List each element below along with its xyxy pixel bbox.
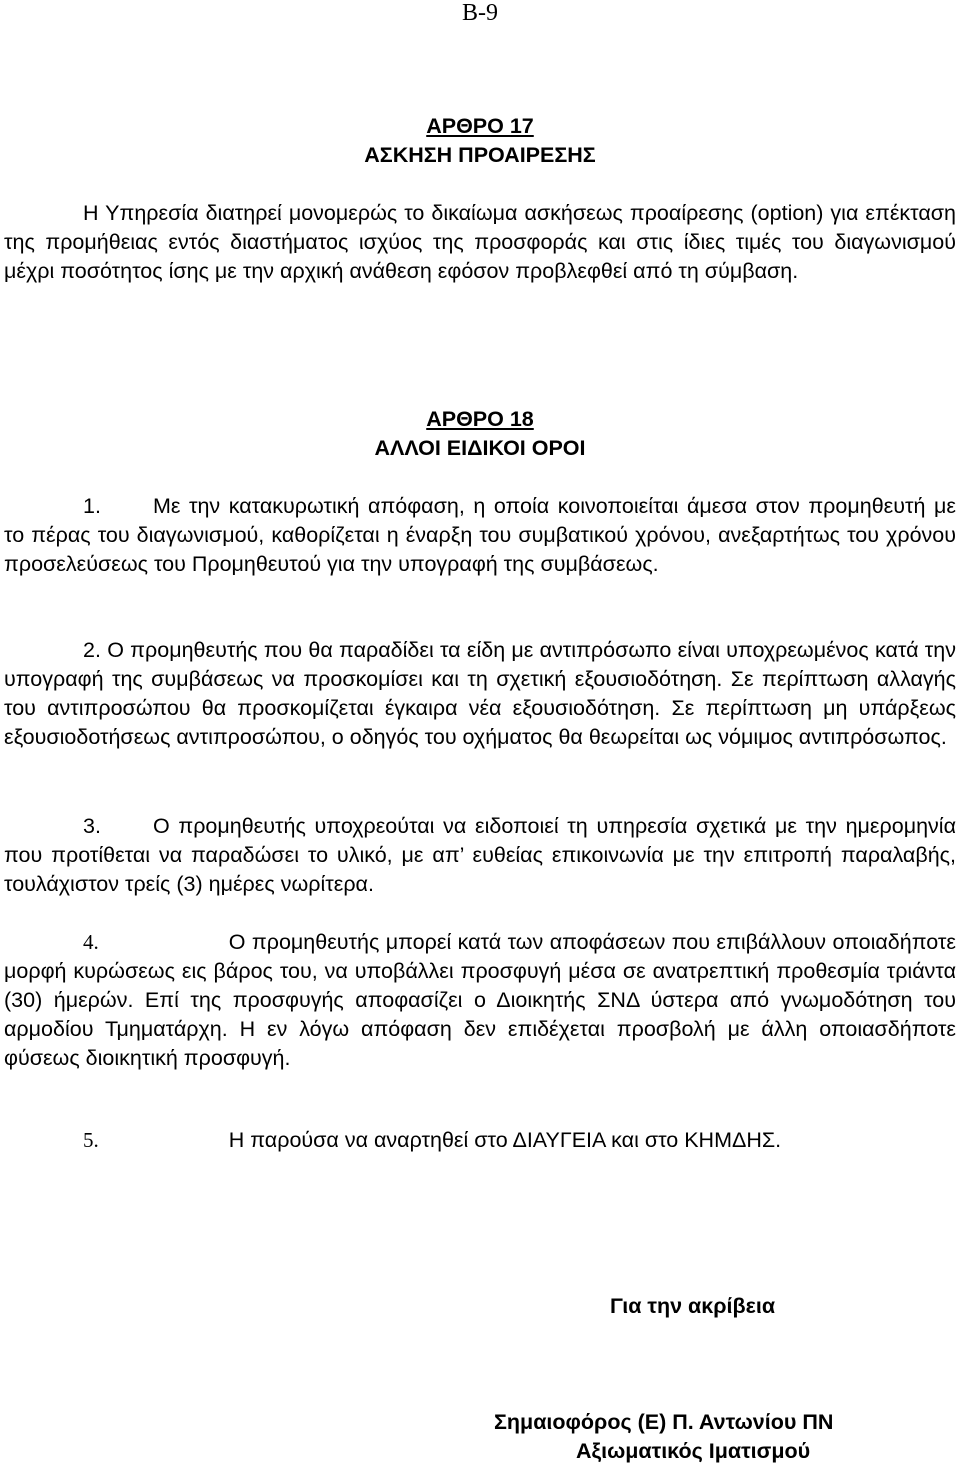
article-18-title: ΑΡΘΡΟ 18 xyxy=(426,407,534,431)
item-text: Ο προμηθευτής που θα παραδίδει τα είδη με αντιπρόσωπο είναι υποχρεωμένος κατά την υπογραφή της συμβάσεως να προσκομίσει και τη σχετική εξουσιοδότηση. Σε περίπτωση αλλαγής του αντιπροσώπου θα προσκομίζεται έγκαιρα νέα εξουσιοδότηση. Σε περίπτωση μη υπάρξεως εξουσιοδοτήσεως αντιπροσώπου, ο οδηγός του οχήματος θα θεωρείται ως νόμιμος αντιπρόσωπος. xyxy=(4,638,956,749)
article-18-item-2 xyxy=(4,636,956,752)
item-number: 4. xyxy=(83,930,99,954)
item-number: 3. xyxy=(83,814,101,838)
article-18-item-5 xyxy=(4,1126,956,1155)
article-17-heading xyxy=(0,112,960,170)
article-17-body: Η Υπηρεσία διατηρεί μονομερώς το δικαίωμα ασκήσεως προαίρεσης (option) για επέκταση της προμήθειας εντός διαστήματος ισχύος της προσφοράς και στις ίδιες τιμές του διαγωνισμού μέχρι ποσότητος ίσης με την αρχική ανάθεση εφόσον προβλεφθεί από τη σύμβαση. xyxy=(4,201,956,283)
item-text: Με την κατακυρωτική απόφαση, η οποία κοινοποιείται άμεσα στον προμηθευτή με το πέρας του διαγωνισμού, καθορίζεται η έναρξη του συμβατικού χρόνου, ανεξαρτήτως του χρόνου προσελεύσεως του Προμηθευτού για την υπογραφή της συμβάσεως. xyxy=(4,494,956,576)
item-number: 5. xyxy=(83,1128,99,1152)
item-text: Ο προμηθευτής υποχρεούται να ειδοποιεί τη υπηρεσία σχετικά με την ημερομηνία που προτίθεται να παραδώσει το υλικό, με απ’ ευθείας επικοινωνία με την επιτροπή παραλαβής, τουλάχιστον τρείς (3) ημέρες νωρίτερα. xyxy=(4,814,956,896)
article-18-subtitle: ΑΛΛΟΙ ΕΙΔΙΚΟΙ ΟΡΟΙ xyxy=(374,436,586,460)
article-18-item-1 xyxy=(4,492,956,579)
signatory-role: Αξιωματικός Ιματισμού xyxy=(576,1439,811,1463)
certification-label: Για την ακρίβεια xyxy=(610,1294,776,1318)
article-18-heading xyxy=(0,405,960,463)
article-17-subtitle: ΑΣΚΗΣΗ ΠΡΟΑΙΡΕΣΗΣ xyxy=(364,143,596,167)
signatory-name: Σημαιοφόρος (Ε) Π. Αντωνίου ΠΝ xyxy=(494,1410,834,1434)
article-18-item-4 xyxy=(4,928,956,1073)
article-18-item-3 xyxy=(4,812,956,899)
page-number: Β-9 xyxy=(462,0,498,26)
article-17-title: ΑΡΘΡΟ 17 xyxy=(426,114,534,138)
item-text: Ο προμηθευτής μπορεί κατά των αποφάσεων που επιβάλλουν οποιαδήποτε μορφή κυρώσεως εις βάρος του, να υποβάλλει προσφυγή μέσα σε ανατρεπτική προθεσμία τριάντα (30) ήμερών. Επί της προσφυγής αποφασίζει ο Διοικητής ΣΝΔ ύστερα από γνωμοδότηση του αρμοδίου Τμηματάρχη. Η εν λόγω απόφαση δεν επιδέχεται προσβολή με άλλη οποιασδήποτε φύσεως διοικητική προσφυγή. xyxy=(4,930,956,1070)
item-text: Η παρούσα να αναρτηθεί στο ΔΙΑΥΓΕΙΑ και στο ΚΗΜΔΗΣ. xyxy=(228,1128,782,1152)
item-number: 1. xyxy=(83,494,101,518)
item-number: 2. xyxy=(83,638,101,662)
